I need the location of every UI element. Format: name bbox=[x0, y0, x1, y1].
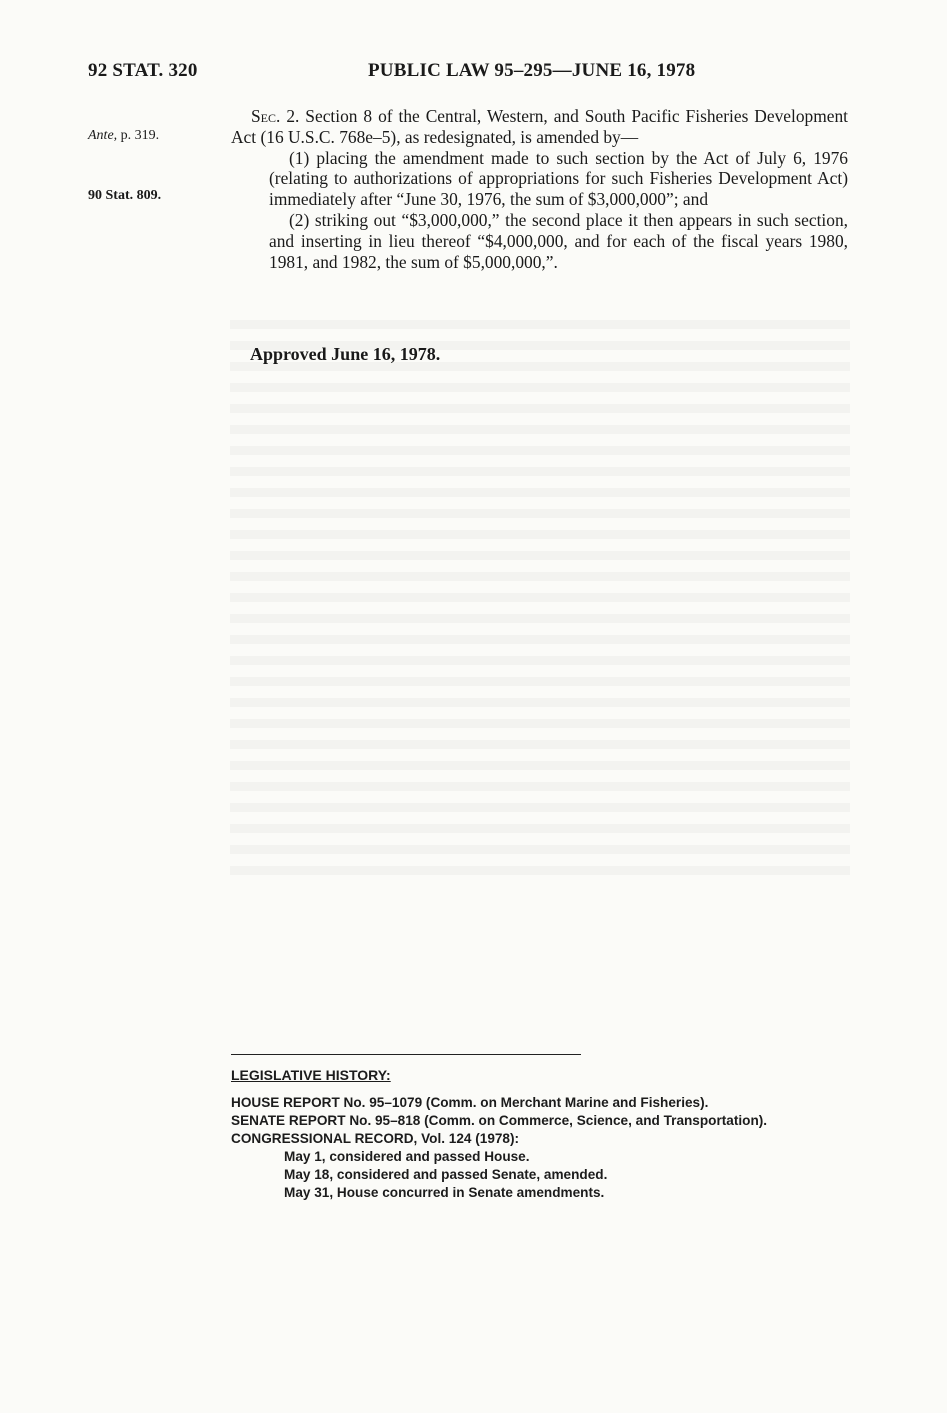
house-report-line: HOUSE REPORT No. 95–1079 (Comm. on Merchant Marine and Fisheries). bbox=[231, 1095, 709, 1110]
legislative-history-title: LEGISLATIVE HISTORY: bbox=[231, 1067, 391, 1083]
amendment-item-1: (1) placing the amendment made to such section by the Act of July 6, 1976 (relating to authorizations of appropriations for such Fisheries Development Act) immediately after “June 30, 1976, the sum of $3,000,000”; and bbox=[269, 147, 848, 210]
section-2-intro: . 2. Section 8 of the Central, Western, and South Pacific Fisheries Development Act (16 U.S.C. 768e–5), as redesignated, is amended by— bbox=[231, 106, 848, 147]
section-label: Sec bbox=[251, 106, 277, 126]
margin-note-ante-italic: Ante, bbox=[88, 128, 118, 143]
amendment-item-2: (2) striking out “$3,000,000,” the second place it then appears in such section, and inserting in lieu thereof “$4,000,000, and for each of the fiscal years 1980, 1981, and 1982, the sum of $5,000,000,”. bbox=[269, 209, 848, 272]
history-item-may-1: May 1, considered and passed House. bbox=[284, 1149, 530, 1164]
history-item-may-31: May 31, House concurred in Senate amendments. bbox=[284, 1185, 605, 1200]
congressional-record-line: CONGRESSIONAL RECORD, Vol. 124 (1978): bbox=[231, 1131, 520, 1146]
section-body bbox=[231, 106, 848, 272]
bleed-through-texture bbox=[230, 320, 850, 880]
page-number-stat: 92 STAT. 320 bbox=[88, 60, 198, 81]
running-header-law: PUBLIC LAW 95–295—JUNE 16, 1978 bbox=[368, 60, 696, 81]
section-2-paragraph bbox=[231, 106, 848, 148]
margin-note-stat-ref: 90 Stat. 809. bbox=[88, 188, 162, 203]
approval-date: Approved June 16, 1978. bbox=[250, 344, 441, 364]
history-item-may-18: May 18, considered and passed Senate, amended. bbox=[284, 1167, 608, 1182]
history-divider bbox=[231, 1054, 581, 1055]
legislative-history bbox=[231, 1066, 871, 1202]
senate-report-line: SENATE REPORT No. 95–818 (Comm. on Commerce, Science, and Transportation). bbox=[231, 1113, 768, 1128]
margin-note-ante-page: p. 319. bbox=[117, 128, 160, 143]
margin-note-ante bbox=[88, 128, 218, 144]
